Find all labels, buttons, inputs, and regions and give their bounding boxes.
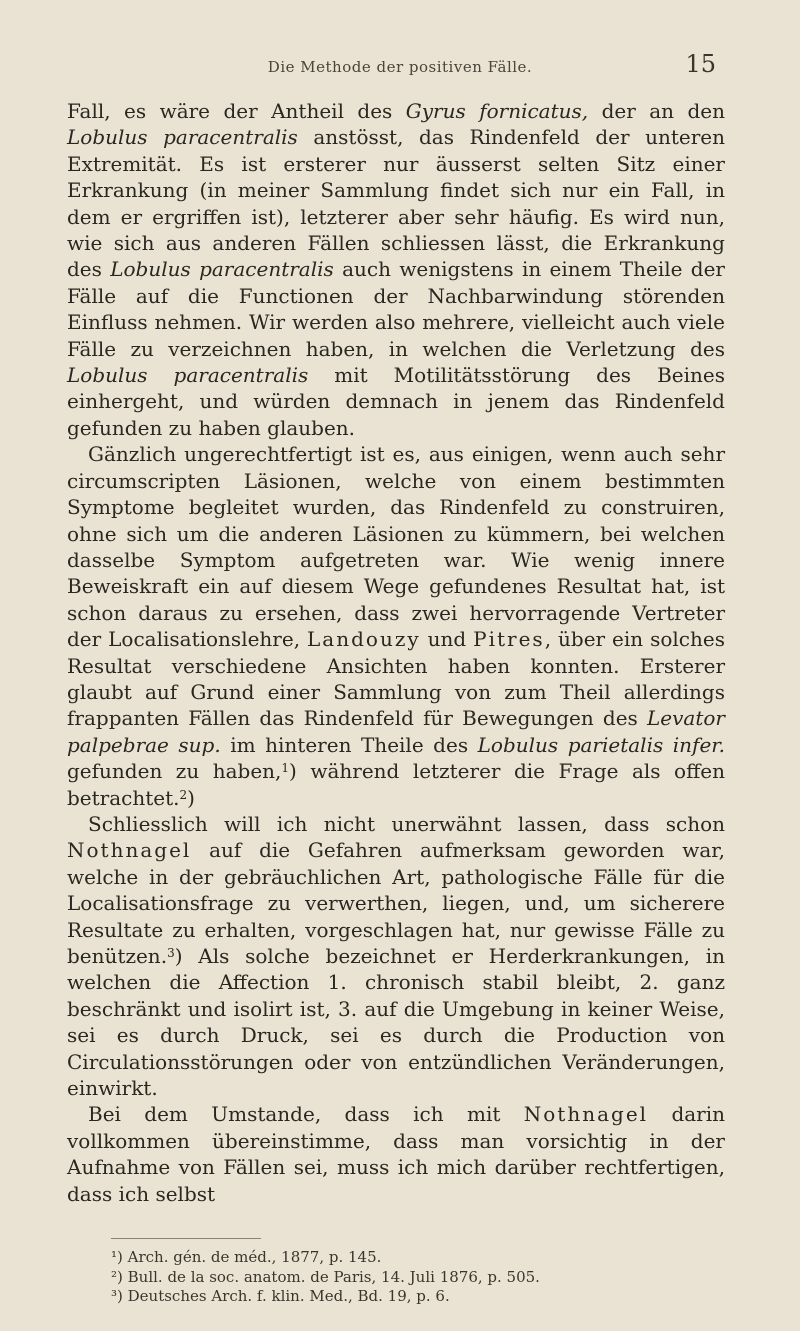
author-name: Pitres [473,627,545,652]
page-number: 15 [685,50,716,78]
author-name: Nothnagel [67,838,192,863]
author-name: Nothnagel [523,1102,649,1127]
footnote-ref: 3 [167,946,175,960]
paragraph-2: Gänzlich ungerechtfertigt ist es, aus einigen, wenn auch sehr circumscripten Läsionen, welche von einem bestimmten Symptome begleitet wurden, das Rindenfeld zu construiren, ohne sich um die anderen Läsionen zu kümmern, bei welchen dasselbe Symptom aufgetreten war. Wie wenig innere Beweiskraft ein auf diesem Wege gefundenes Resultat hat, ist schon daraus zu ersehen, dass zwei hervorragende Vertreter der Localisationslehre, Landouzy und Pitres, über ein solches Resultat verschiedene Ansichten haben konnten. Ersterer glaubt auf Grund einer Sammlung von zum Theil allerdings frappanten Fällen das Rindenfeld für Bewegungen des Levator palpebrae sup. im hinteren Theile des Lobulus parietalis infer. gefunden zu haben,$^1$) während letzterer die Frage als offen betrachtet.$^2$) [67,442,725,810]
author-name: Landouzy [307,627,421,652]
paragraph-3: Schliesslich will ich nicht unerwähnt lassen, dass schon Nothnagel auf die Gefahren aufmerksam geworden war, welche in der gebräuchlichen Art, pathologische Fälle für die Localisationsfrage zu verwerthen, liegen, und, um sicherere Resultate zu erhalten, vorgeschlagen hat, nur gewisse Fälle zu benützen.$^3$) Als solche bezeichnet er Herderkrankungen, in welchen die Affection 1. chronisch stabil bleibt, 2. ganz beschränkt und isolirt ist, 3. auf die Umgebung in keiner Weise, sei es durch Druck, sei es durch die Production von Circulationsstörungen oder von entzündlichen Veränderungen, einwirkt. [67,811,725,1101]
footnotes [111,1248,711,1307]
footnote-divider [111,1238,261,1239]
footnote-1: ¹) Arch. gén. de méd., 1877, p. 145. [111,1248,382,1266]
paragraph-4: Bei dem Umstande, dass ich mit Nothnagel darin vollkommen übereinstimme, dass man vorsichtig in der Aufnahme von Fällen sei, muss ich mich darüber rechtfertigen, dass ich selbst [67,1102,726,1206]
footnote-3: ³) Deutsches Arch. f. klin. Med., Bd. 19, p. 6. [111,1287,450,1305]
footnote-2: ²) Bull. de la soc. anatom. de Paris, 14. Juli 1876, p. 505. [111,1267,540,1286]
paragraph-1: Fall, es wäre der Antheil des Gyrus fornicatus, der an den Lobulus paracentralis anstösst, das Rindenfeld der unteren Extremität. Es ist ersterer nur äusserst selten Sitz einer Erkrankung (in meiner Sammlung findet sich nur ein Fall, in dem er ergriffen ist), letzterer aber sehr häufig. Es wird nun, wie sich aus anderen Fällen schliessen lässt, die Erkrankung des Lobulus paracentralis auch wenigstens in einem Theile der Fälle auf die Functionen der Nachbarwindung störenden Einfluss nehmen. Wir werden also mehrere, vielleicht auch viele Fälle zu verzeichnen haben, in welchen die Verletzung des Lobulus paracentralis mit Motilitätsstörung des Beines einhergeht, und würden demnach in jenem das Rindenfeld gefunden zu haben glauben. [67,99,725,440]
running-title: Die Methode der positiven Fälle. [267,58,533,76]
footnote-ref: 2 [179,787,188,802]
footnote-ref: 1 [281,761,290,776]
body-text [67,98,725,1207]
